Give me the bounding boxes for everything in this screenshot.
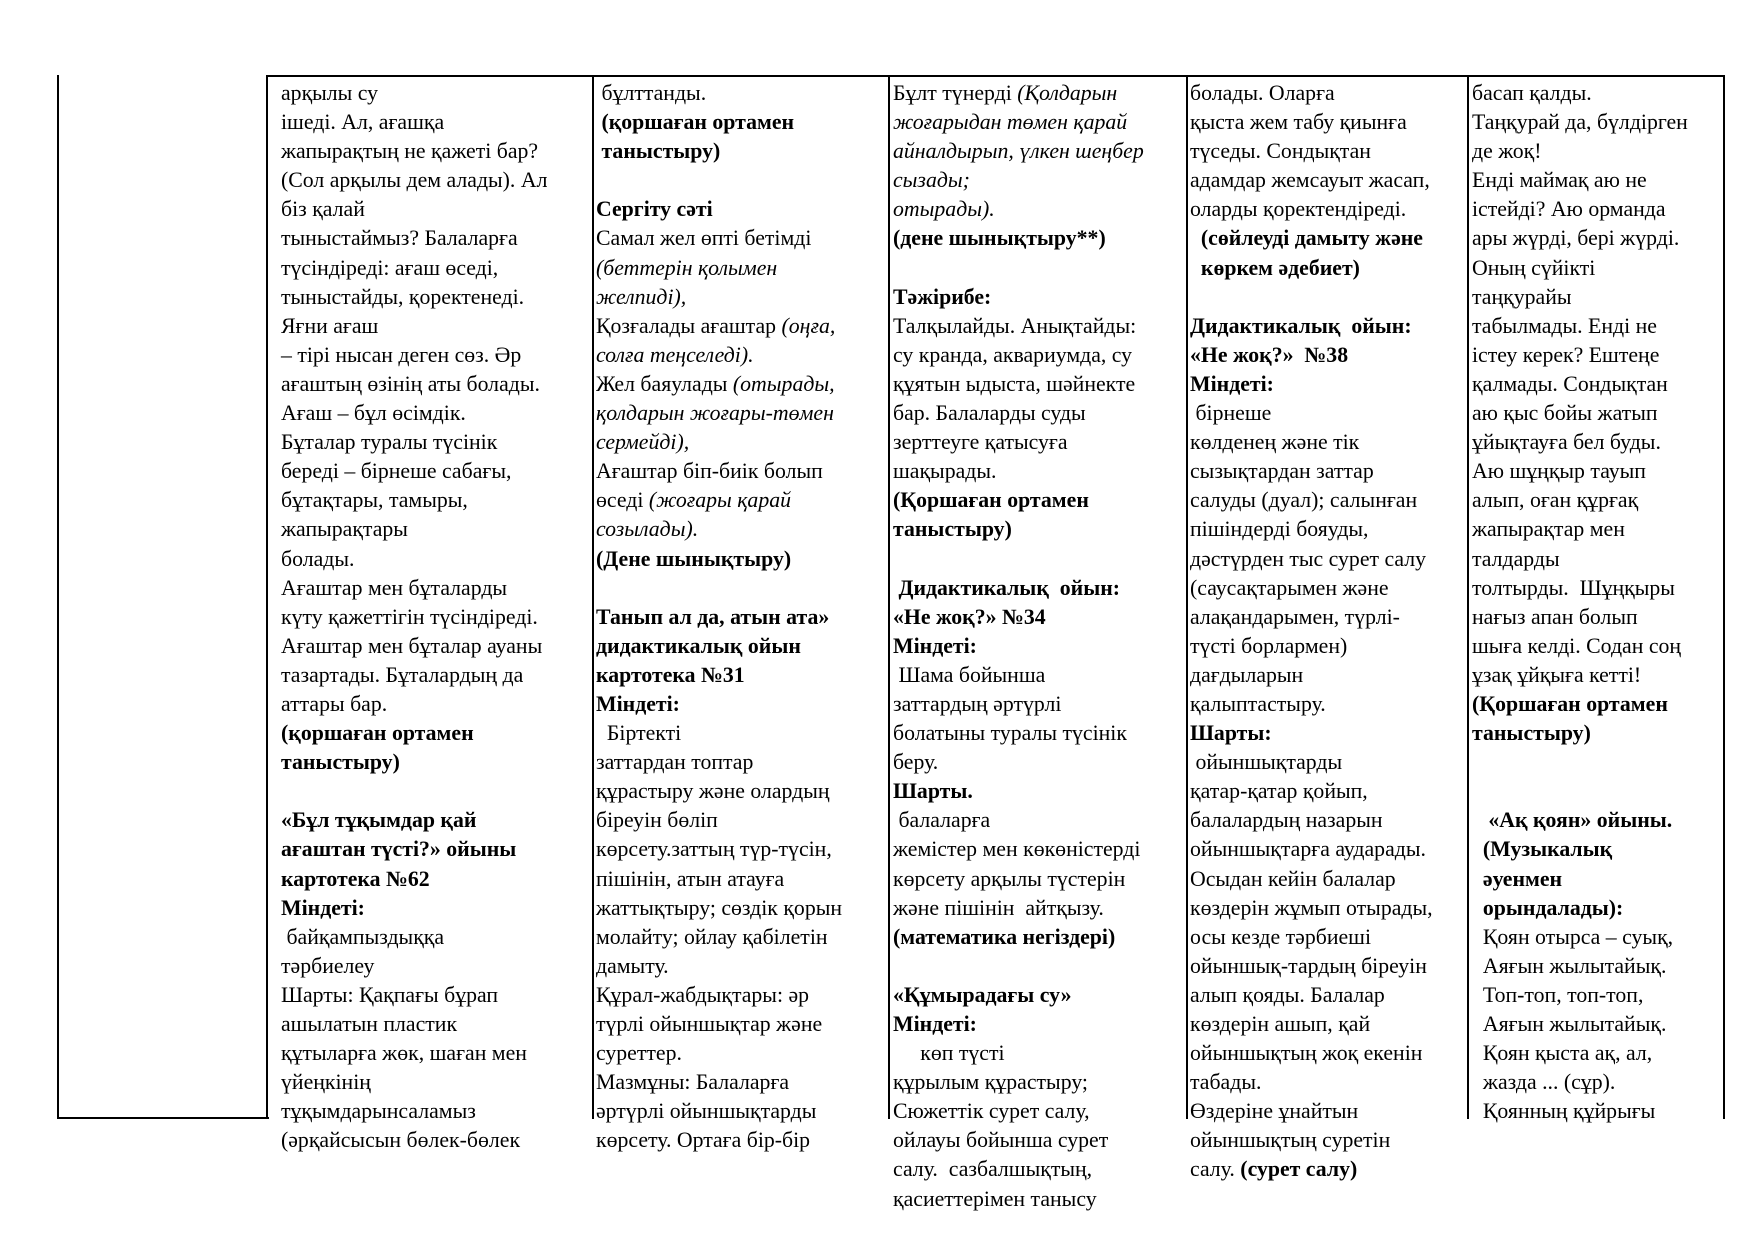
text-line: бар. Балаларды суды <box>893 401 1086 426</box>
text-line: Бұталар туралы түсінік <box>281 430 498 455</box>
text-line: қалыптастыру. <box>1190 691 1326 716</box>
text-line: осы кезде тәрбиеші <box>1190 924 1371 949</box>
text-lead: өседі <box>596 488 644 513</box>
text-line: Мазмұны: Балаларға <box>596 1070 790 1095</box>
text-line: пішінін, атын атауға <box>596 866 785 891</box>
text-line: қолдарын жоғары-төмен <box>596 401 834 426</box>
text-line: Оның сүйікті <box>1472 255 1596 280</box>
table-cell-column-2 <box>596 79 842 1155</box>
text-line: (әрқайсысын бөлек-бөлек <box>281 1128 521 1153</box>
text-line: күту қажеттігін түсіндіреді. <box>281 604 538 629</box>
text-line: басап қалды. <box>1472 81 1592 105</box>
text-line: жапырақтары <box>281 517 408 542</box>
column-divider-2 <box>592 75 594 1119</box>
text-line: ұзақ ұйқыға кетті! <box>1472 662 1642 687</box>
text-line: таныстыру) <box>596 139 721 164</box>
text-line: Дидактикалық ойын: <box>1190 313 1412 338</box>
text-line: алып қояды. Балалар <box>1190 982 1385 1007</box>
column-divider-5 <box>1467 75 1469 1119</box>
table-right-border <box>1723 75 1725 1119</box>
text-line: ойлауы бойынша сурет <box>893 1128 1109 1153</box>
text-line: алып, оған құрғақ <box>1472 488 1639 513</box>
text-line: талдарды <box>1472 546 1560 571</box>
text-lead: Жел баяулады <box>596 371 728 396</box>
text-line <box>893 545 1144 574</box>
text-line <box>596 312 842 341</box>
text-line: шыға келді. Содан соң <box>1472 633 1682 658</box>
text-line: Самал жел өпті бетімді <box>596 226 812 251</box>
text-line: ары жүрді, бері жүрді. <box>1472 226 1680 251</box>
text-line: отырады). <box>893 197 995 222</box>
table-cell-column-1 <box>281 79 547 1155</box>
text-line <box>893 1010 1144 1068</box>
text-line: көрсету. Ортаға бір-бір <box>596 1128 811 1153</box>
column-divider-3 <box>888 75 890 1119</box>
text-rest: балаларға <box>893 808 991 833</box>
text-line: түрлі ойыншықтар және <box>596 1012 823 1036</box>
text-line: түседы. Сондықтан <box>1190 139 1371 164</box>
text-line: көркем әдебиет) <box>1190 255 1360 280</box>
text-line: ағаштан түсті?» ойыны <box>281 837 517 862</box>
text-rest: (Қолдарын <box>1011 81 1118 105</box>
text-lead: Міндеті: <box>1190 371 1274 396</box>
column-divider-1 <box>266 75 268 1119</box>
text-line: қалмады. Сондықтан <box>1472 371 1668 396</box>
text-line: заттардың әртүрлі <box>893 691 1062 716</box>
text-line: таныстыру) <box>893 517 1012 542</box>
text-rest: Біртекті <box>596 721 682 746</box>
text-line: қатар-қатар қойып, <box>1190 779 1368 804</box>
text-line: заттардан топтар <box>596 750 754 775</box>
text-line: сермейді), <box>596 430 690 455</box>
text-line: болатыны туралы түсінік <box>893 721 1127 746</box>
text-rest: бірнеше <box>1190 401 1272 426</box>
text-line: тәрбиелеу <box>281 953 375 978</box>
text-line: бұтақтары, тамыры, <box>281 488 468 513</box>
text-line: әртүрлі ойыншықтарды <box>596 1099 817 1124</box>
text-line: (математика негіздері) <box>893 924 1116 949</box>
table-cell-column-4 <box>1190 79 1433 1185</box>
text-line: солға теңселеді). <box>596 342 754 367</box>
text-line: Қоян қыста ақ, ал, <box>1472 1041 1653 1066</box>
text-line: Ағаш – бұл өсімдік. <box>281 401 466 426</box>
text-line: түсіндіреді: ағаш өседі, <box>281 255 499 280</box>
text-line: түсті борлармен) <box>1190 633 1348 658</box>
text-lead: Міндеті: <box>596 691 680 716</box>
text-line: бұлттанды. <box>596 81 707 105</box>
text-line: дамыту. <box>596 953 669 978</box>
text-line: Құрал-жабдықтары: әр <box>596 982 810 1007</box>
text-rest: (сурет салу) <box>1234 1157 1358 1182</box>
text-line: (Қоршаған ортамен <box>893 488 1089 513</box>
column-divider-4 <box>1186 75 1188 1119</box>
text-line: көлденең және тік <box>1190 430 1360 455</box>
text-line: береді – бірнеше сабағы, <box>281 459 512 484</box>
text-line <box>1472 777 1688 806</box>
text-line: тыныстаймыз? Балаларға <box>281 226 518 251</box>
text-line: Қоянның құйрығы <box>1472 1099 1656 1124</box>
text-line: Таңқурай да, бүлдірген <box>1472 110 1688 135</box>
text-line: құятын ыдыста, шәйнекте <box>893 371 1136 396</box>
text-rest: көп түсті <box>893 1041 1005 1066</box>
text-rest: Шама бойынша <box>893 662 1046 687</box>
text-line: табады. <box>1190 1070 1262 1095</box>
text-line: дидактикалық ойын <box>596 633 801 658</box>
text-line: орындалады): <box>1472 895 1624 920</box>
text-line: және пішінін айтқызу. <box>893 895 1104 920</box>
text-line: құрастыру және олардың <box>596 779 830 804</box>
text-line: Дидактикалық ойын: <box>893 575 1121 600</box>
text-line: салу. сазбалшықтың, <box>893 1157 1093 1182</box>
text-line: «Құмырадағы су» <box>893 982 1072 1007</box>
text-line: (саусақтарымен және <box>1190 575 1389 600</box>
text-line: Шарты: Қақпағы бұрап <box>281 982 499 1007</box>
text-rest: (оңға, <box>776 313 836 338</box>
text-line: салуды (дуал); салынған <box>1190 488 1418 513</box>
text-line: Сюжеттік сурет салу, <box>893 1099 1090 1124</box>
text-line <box>893 632 1144 690</box>
text-line <box>1190 1155 1433 1184</box>
text-line: аттары бар. <box>281 691 388 716</box>
table-left-border <box>57 75 59 1119</box>
text-line: тыныстайды, қоректенеді. <box>281 284 525 309</box>
text-line: пішіндерді бояуды, <box>1190 517 1369 542</box>
text-line: істеу керек? Ештеңе <box>1472 342 1660 367</box>
text-lead: Бұлт түнерді <box>893 81 1012 105</box>
text-line: «Ақ қоян» ойыны. <box>1472 808 1673 833</box>
text-line: аю қыс бойы жатып <box>1472 401 1658 426</box>
text-line: Өздеріне ұнайтын <box>1190 1099 1359 1124</box>
text-line: ойыншық-тардың біреуін <box>1190 953 1427 978</box>
text-line: құтыларға жөк, шаған мен <box>281 1041 527 1066</box>
text-line: ойыншықтың жоқ екенін <box>1190 1041 1423 1066</box>
text-line <box>596 166 842 195</box>
text-line: Ағаштар біп-биік болып <box>596 459 823 484</box>
text-line: (Музыкалық <box>1472 837 1613 862</box>
text-lead: салу. <box>1190 1157 1235 1182</box>
text-line: алақандарымен, түрлі- <box>1190 604 1400 629</box>
text-rest: байқампыздыққа <box>281 924 445 949</box>
text-line: жапырақтың не қажеті бар? <box>281 139 539 164</box>
text-line: біреуін бөліп <box>596 808 718 833</box>
text-line: (Сол арқылы дем алады). Ал <box>281 168 548 193</box>
text-line <box>893 952 1144 981</box>
text-line: құрылым құрастыру; <box>893 1070 1088 1095</box>
text-line: (қоршаған ортамен <box>596 110 795 135</box>
text-line: (Дене шынықтыру) <box>596 546 792 571</box>
text-line: табылмады. Енді не <box>1472 313 1657 338</box>
text-line: қасиеттерімен танысу <box>893 1186 1097 1211</box>
text-rest: (жоғары қарай <box>643 488 792 513</box>
text-line <box>596 574 842 603</box>
text-lead: Міндеті: <box>893 1012 977 1036</box>
text-lead: Шарты: <box>1190 721 1272 746</box>
text-line: таныстыру) <box>281 750 400 775</box>
text-line: зерттеуге қатысуға <box>893 430 1068 455</box>
text-line: (дене шынықтыру**) <box>893 226 1106 251</box>
text-line: Енді маймақ аю не <box>1472 168 1647 193</box>
table-cell-column-5 <box>1472 79 1688 1126</box>
text-line: таныстыру) <box>1472 721 1591 746</box>
text-line: біз қалай <box>281 197 365 222</box>
text-line: (сөйлеуді дамыту және <box>1190 226 1423 251</box>
text-line: айналдырып, үлкен шеңбер <box>893 139 1144 164</box>
text-line: ойыншықтарға аударады. <box>1190 837 1426 862</box>
text-line: (қоршаған ортамен <box>281 721 474 746</box>
text-line: Талқылайды. Анықтайды: <box>893 313 1137 338</box>
text-line: Яғни ағаш <box>281 313 379 338</box>
text-line <box>596 690 842 748</box>
text-line <box>1472 748 1688 777</box>
text-line: картотека №62 <box>281 866 430 891</box>
text-line: Ағаштар мен бұталар ауаны <box>281 633 543 658</box>
text-line: көрсету арқылы түстерін <box>893 866 1126 891</box>
text-line: тұқымдарынсаламыз <box>281 1099 476 1124</box>
text-line: істейді? Аю орманда <box>1472 197 1666 222</box>
text-line: оларды қоректендіреді. <box>1190 197 1407 222</box>
text-lead: Міндеті: <box>893 633 977 658</box>
text-line: «Бұл тұқымдар қай <box>281 808 477 833</box>
text-line: созылады). <box>596 517 699 542</box>
text-line: «Не жоқ?» №38 <box>1190 342 1349 367</box>
text-line: – тірі нысан деген сөз. Әр <box>281 342 522 367</box>
text-line: Ағаштар мен бұталарды <box>281 575 508 600</box>
table-bottom-border-left <box>57 1117 269 1119</box>
text-line: жоғарыдан төмен қарай <box>893 110 1128 135</box>
text-line: Тәжірибе: <box>893 284 992 309</box>
text-line: суреттер. <box>596 1041 682 1066</box>
table-top-border <box>266 75 1725 77</box>
text-line: шақырады. <box>893 459 997 484</box>
text-line <box>1190 370 1433 428</box>
text-line: болады. Оларға <box>1190 81 1335 105</box>
text-line: жаттықтыру; сөздік қорын <box>596 895 843 920</box>
text-line <box>596 486 842 515</box>
text-line: әуенмен <box>1472 866 1563 891</box>
text-line: Сергіту сәті <box>596 197 713 222</box>
text-line: ашылатын пластик <box>281 1012 458 1036</box>
text-line: Қоян отырса – суық, <box>1472 924 1674 949</box>
text-line: сызады; <box>893 168 970 193</box>
text-line: сызықтардан заттар <box>1190 459 1374 484</box>
table-cell-column-3 <box>893 79 1144 1214</box>
text-line: ойыншықтың суретін <box>1190 1128 1391 1153</box>
text-line <box>281 894 547 952</box>
text-line: ағаштың өзінің аты болады. <box>281 371 540 396</box>
text-rest: ойыншықтарды <box>1190 750 1343 775</box>
text-line: (беттерін қолымен <box>596 255 778 280</box>
text-line: дәстүрден тыс сурет салу <box>1190 546 1427 571</box>
text-line: молайту; ойлау қабілетін <box>596 924 828 949</box>
text-line <box>596 370 842 399</box>
text-line: көздерін ашып, қай <box>1190 1012 1371 1036</box>
text-rest: (отырады, <box>727 371 835 396</box>
text-line: су кранда, аквариумда, су <box>893 342 1133 367</box>
text-line: қыста жем табу қиынға <box>1190 110 1407 135</box>
text-line: үйеңкінің <box>281 1070 371 1095</box>
text-line <box>893 79 1144 108</box>
text-line: желпиді), <box>596 284 687 309</box>
text-line: балалардың назарын <box>1190 808 1383 833</box>
text-line: болады. <box>281 546 355 571</box>
text-line: Осыдан кейін балалар <box>1190 866 1396 891</box>
text-line <box>1190 719 1433 777</box>
text-line: Аяғын жылытайық. <box>1472 953 1667 978</box>
text-line: де жоқ! <box>1472 139 1542 164</box>
text-line <box>281 777 547 806</box>
text-line: жапырақтар мен <box>1472 517 1625 542</box>
text-line: толтырды. Шұңқыры <box>1472 575 1675 600</box>
text-lead: Міндеті: <box>281 895 365 920</box>
text-line: картотека №31 <box>596 662 745 687</box>
text-line <box>893 777 1144 835</box>
text-line: таңқурайы <box>1472 284 1572 309</box>
text-line: тазартады. Бұталардың да <box>281 662 524 687</box>
text-line: адамдар жемсауыт жасап, <box>1190 168 1430 193</box>
text-line: Танып ал да, атын ата» <box>596 604 830 629</box>
text-line: ішеді. Ал, ағашқа <box>281 110 445 135</box>
text-line: Топ-топ, топ-топ, <box>1472 982 1644 1007</box>
text-line: нағыз апан болып <box>1472 604 1638 629</box>
text-line: Аяғын жылытайық. <box>1472 1012 1667 1036</box>
text-lead: Қозғалады ағаштар <box>596 313 777 338</box>
text-line: арқылы су <box>281 81 379 105</box>
text-line <box>893 254 1144 283</box>
text-line: көрсету.заттың түр-түсін, <box>596 837 832 862</box>
text-line: көздерін жұмып отырады, <box>1190 895 1433 920</box>
text-line <box>1190 283 1433 312</box>
text-line: жемістер мен көкөністерді <box>893 837 1141 862</box>
text-line: «Не жоқ?» №34 <box>893 604 1046 629</box>
text-line: дағдыларын <box>1190 662 1304 687</box>
text-line: ұйықтауға бел буды. <box>1472 430 1661 455</box>
text-line: (Қоршаған ортамен <box>1472 691 1668 716</box>
text-lead: Шарты. <box>893 779 973 804</box>
text-line: Аю шұңқыр тауып <box>1472 459 1646 484</box>
text-line: жазда ... (сұр). <box>1472 1070 1616 1095</box>
text-line: беру. <box>893 750 939 775</box>
